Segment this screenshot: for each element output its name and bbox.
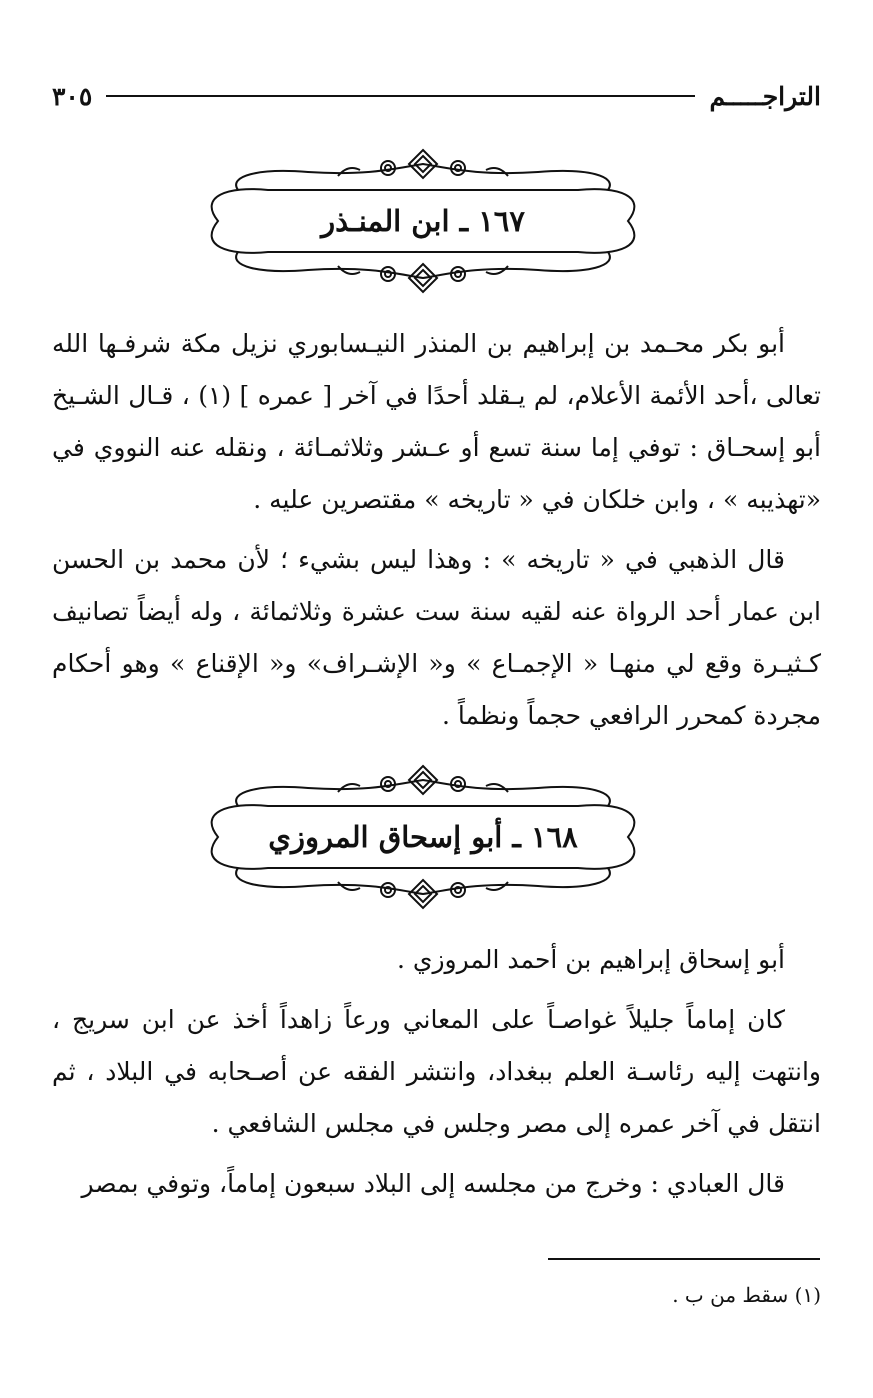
entry-paragraph: كان إماماً جليلاً غواصـاً على المعاني ورعاً زاهداً أخذ عن ابن سريج ، وانتهت إليه رئاسـة العلم ببغداد، وانتشر الفقه عن أصـحابه في البلاد ، ثم انتقل في آخر عمره إلى مصر وجلس في مجلس الشافعي . — [52, 1005, 821, 1138]
entry-title: ١٦٨ ـ أبو إسحاق المروزي — [268, 820, 578, 854]
entry-title: ١٦٧ ـ ابن المنـذر — [321, 204, 525, 238]
ornamental-title-frame — [188, 146, 658, 296]
entry-paragraph: قال الذهبي في « تاريخه » : وهذا ليس بشيء ؛ لأن محمد بن الحسن ابن عمار أحد الرواة عنه لقيه سنة ست عشرة وثلاثمائة ، وله أيضاً تصانيف كـثيـرة وقع لي منهـا « الإجمـاع » و« الإشـراف» و« الإقناع » وهو أحكام مجردة كمحرر الرافعي حجماً ونظماً . — [52, 545, 821, 730]
running-title: التراجـــــم — [709, 81, 821, 111]
ornamental-title-frame — [188, 762, 658, 912]
running-head — [52, 78, 821, 114]
footnote-rule — [548, 1258, 820, 1260]
page-number: ٣٠٥ — [52, 81, 93, 111]
entry-paragraph: قال العبادي : وخرج من مجلسه إلى البلاد سبعون إماماً، وتوفي بمصر — [81, 1169, 785, 1198]
entry-paragraph: أبو إسحاق إبراهيم بن أحمد المروزي . — [397, 945, 785, 974]
entry-paragraph: أبو بكر محـمد بن إبراهيم بن المنذر النيـسابوري نزيل مكة شرفـها الله تعالى ،أحد الأئمة الأعلام، لم يـقلد أحدًا في آخر [ عمره ] (١) ، قـال الشـيخ أبو إسحـاق : توفي إما سنة تسع أو عـشر وثلاثمـائة ، ونقله عنه النووي في «تهذيبه » ، وابن خلكان في « تاريخه » مقتصرين عليه . — [52, 329, 822, 514]
header-rule — [106, 95, 695, 97]
footnote: (١) سقط من ب . — [672, 1283, 821, 1307]
